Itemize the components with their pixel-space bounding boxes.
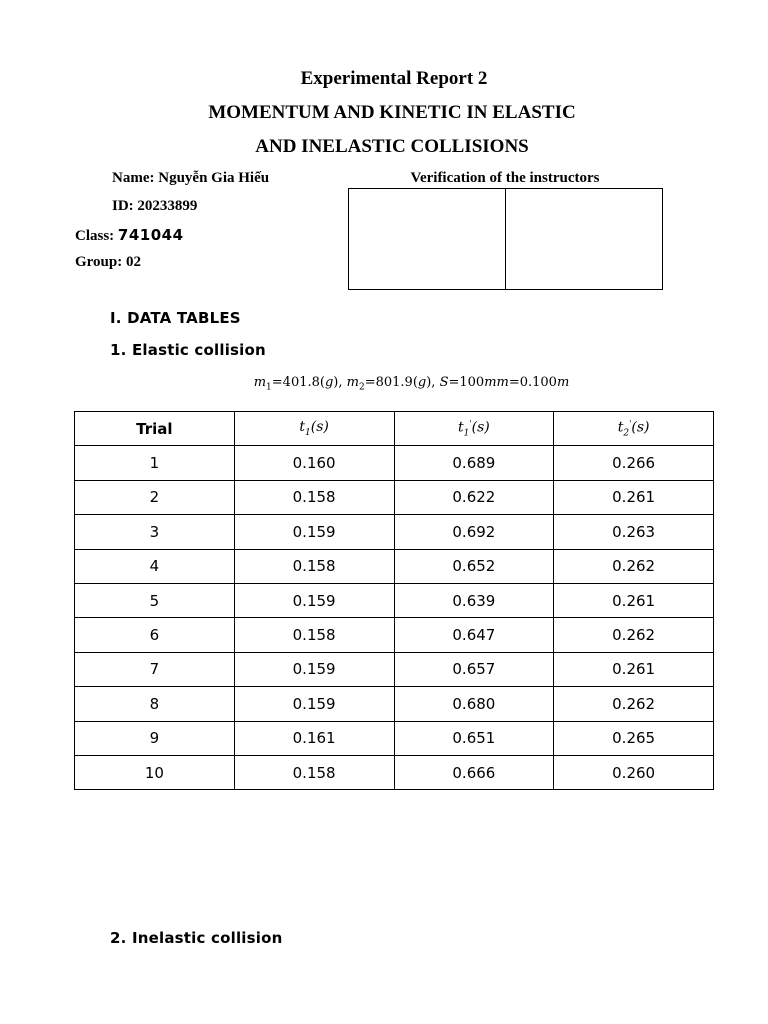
- cell-t2-prime: 0.265: [554, 721, 714, 755]
- cell-t2-prime: 0.261: [554, 480, 714, 514]
- cell-t2-prime: 0.261: [554, 652, 714, 686]
- cell-t2-prime: 0.262: [554, 549, 714, 583]
- table-row: [75, 755, 714, 789]
- cell-t1: 0.160: [234, 446, 394, 480]
- cell-trial: 7: [75, 652, 235, 686]
- report-subtitle-line1: MOMENTUM AND KINETIC IN ELASTIC: [208, 102, 576, 123]
- cell-t2-prime: 0.263: [554, 515, 714, 549]
- student-id: [112, 198, 197, 215]
- cell-t1: 0.158: [234, 549, 394, 583]
- report-title: Experimental Report 2: [300, 68, 488, 89]
- cell-t1-prime: 0.647: [394, 618, 554, 652]
- table-row: [75, 687, 714, 721]
- id-value: 20233899: [137, 198, 198, 214]
- cell-t1-prime: 0.692: [394, 515, 554, 549]
- name-label: Name:: [112, 170, 155, 186]
- cell-t1: 0.161: [234, 721, 394, 755]
- cell-t1-prime: 0.639: [394, 583, 554, 617]
- table-header-row: [75, 412, 714, 446]
- section-heading-data-tables: I. DATA TABLES: [110, 309, 241, 327]
- group-label: Group:: [75, 254, 123, 270]
- cell-trial: 4: [75, 549, 235, 583]
- cell-trial: 5: [75, 583, 235, 617]
- cell-trial: 2: [75, 480, 235, 514]
- parameters-formula: $m_1=401.8(g)$, $m_2=801.9(g)$, S=100mm=0.100m: [253, 375, 570, 393]
- report-subtitle-line2: AND INELASTIC COLLISIONS: [255, 136, 529, 157]
- cell-trial: 6: [75, 618, 235, 652]
- group-value: 02: [125, 254, 141, 270]
- verification-cell-left: [349, 189, 505, 289]
- cell-trial: 9: [75, 721, 235, 755]
- cell-t1: 0.159: [234, 583, 394, 617]
- cell-t1: 0.158: [234, 480, 394, 514]
- cell-t1-prime: 0.622: [394, 480, 554, 514]
- student-class: [75, 226, 184, 245]
- name-value: Nguyễn Gia Hiếu: [158, 170, 270, 186]
- header-t1: $t_1(s)$: [234, 412, 394, 446]
- cell-t1: 0.158: [234, 755, 394, 789]
- table-row: [75, 618, 714, 652]
- cell-t1-prime: 0.689: [394, 446, 554, 480]
- cell-t1-prime: 0.651: [394, 721, 554, 755]
- cell-t2-prime: 0.261: [554, 583, 714, 617]
- cell-trial: 3: [75, 515, 235, 549]
- cell-trial: 10: [75, 755, 235, 789]
- table-row: [75, 446, 714, 480]
- id-label: ID:: [112, 198, 134, 214]
- cell-t1-prime: 0.666: [394, 755, 554, 789]
- cell-t1-prime: 0.652: [394, 549, 554, 583]
- cell-t2-prime: 0.262: [554, 618, 714, 652]
- table-row: [75, 652, 714, 686]
- header-t1-prime: $t_1'(s)$: [394, 412, 554, 446]
- student-group: [75, 254, 141, 271]
- header-t2-prime: $t_2'(s)$: [554, 412, 714, 446]
- cell-t1: 0.158: [234, 618, 394, 652]
- elastic-collision-table: [74, 411, 714, 790]
- table-row: [75, 721, 714, 755]
- student-name: [112, 170, 269, 187]
- cell-t1: 0.159: [234, 515, 394, 549]
- cell-t1-prime: 0.680: [394, 687, 554, 721]
- section-heading-elastic: 1. Elastic collision: [110, 341, 266, 359]
- table-row: [75, 480, 714, 514]
- cell-trial: 8: [75, 687, 235, 721]
- table-row: [75, 549, 714, 583]
- cell-t1: 0.159: [234, 652, 394, 686]
- verification-box: [348, 188, 663, 290]
- cell-t1: 0.159: [234, 687, 394, 721]
- section-heading-inelastic: 2. Inelastic collision: [110, 929, 283, 947]
- verification-label: Verification of the instructors: [410, 170, 600, 186]
- table-row: [75, 515, 714, 549]
- cell-trial: 1: [75, 446, 235, 480]
- verification-cell-right: [505, 189, 662, 289]
- cell-t1-prime: 0.657: [394, 652, 554, 686]
- cell-t2-prime: 0.262: [554, 687, 714, 721]
- class-label: Class:: [75, 228, 115, 244]
- cell-t2-prime: 0.266: [554, 446, 714, 480]
- cell-t2-prime: 0.260: [554, 755, 714, 789]
- header-trial: Trial: [75, 412, 235, 446]
- class-value: 741044: [117, 226, 184, 244]
- table-row: [75, 583, 714, 617]
